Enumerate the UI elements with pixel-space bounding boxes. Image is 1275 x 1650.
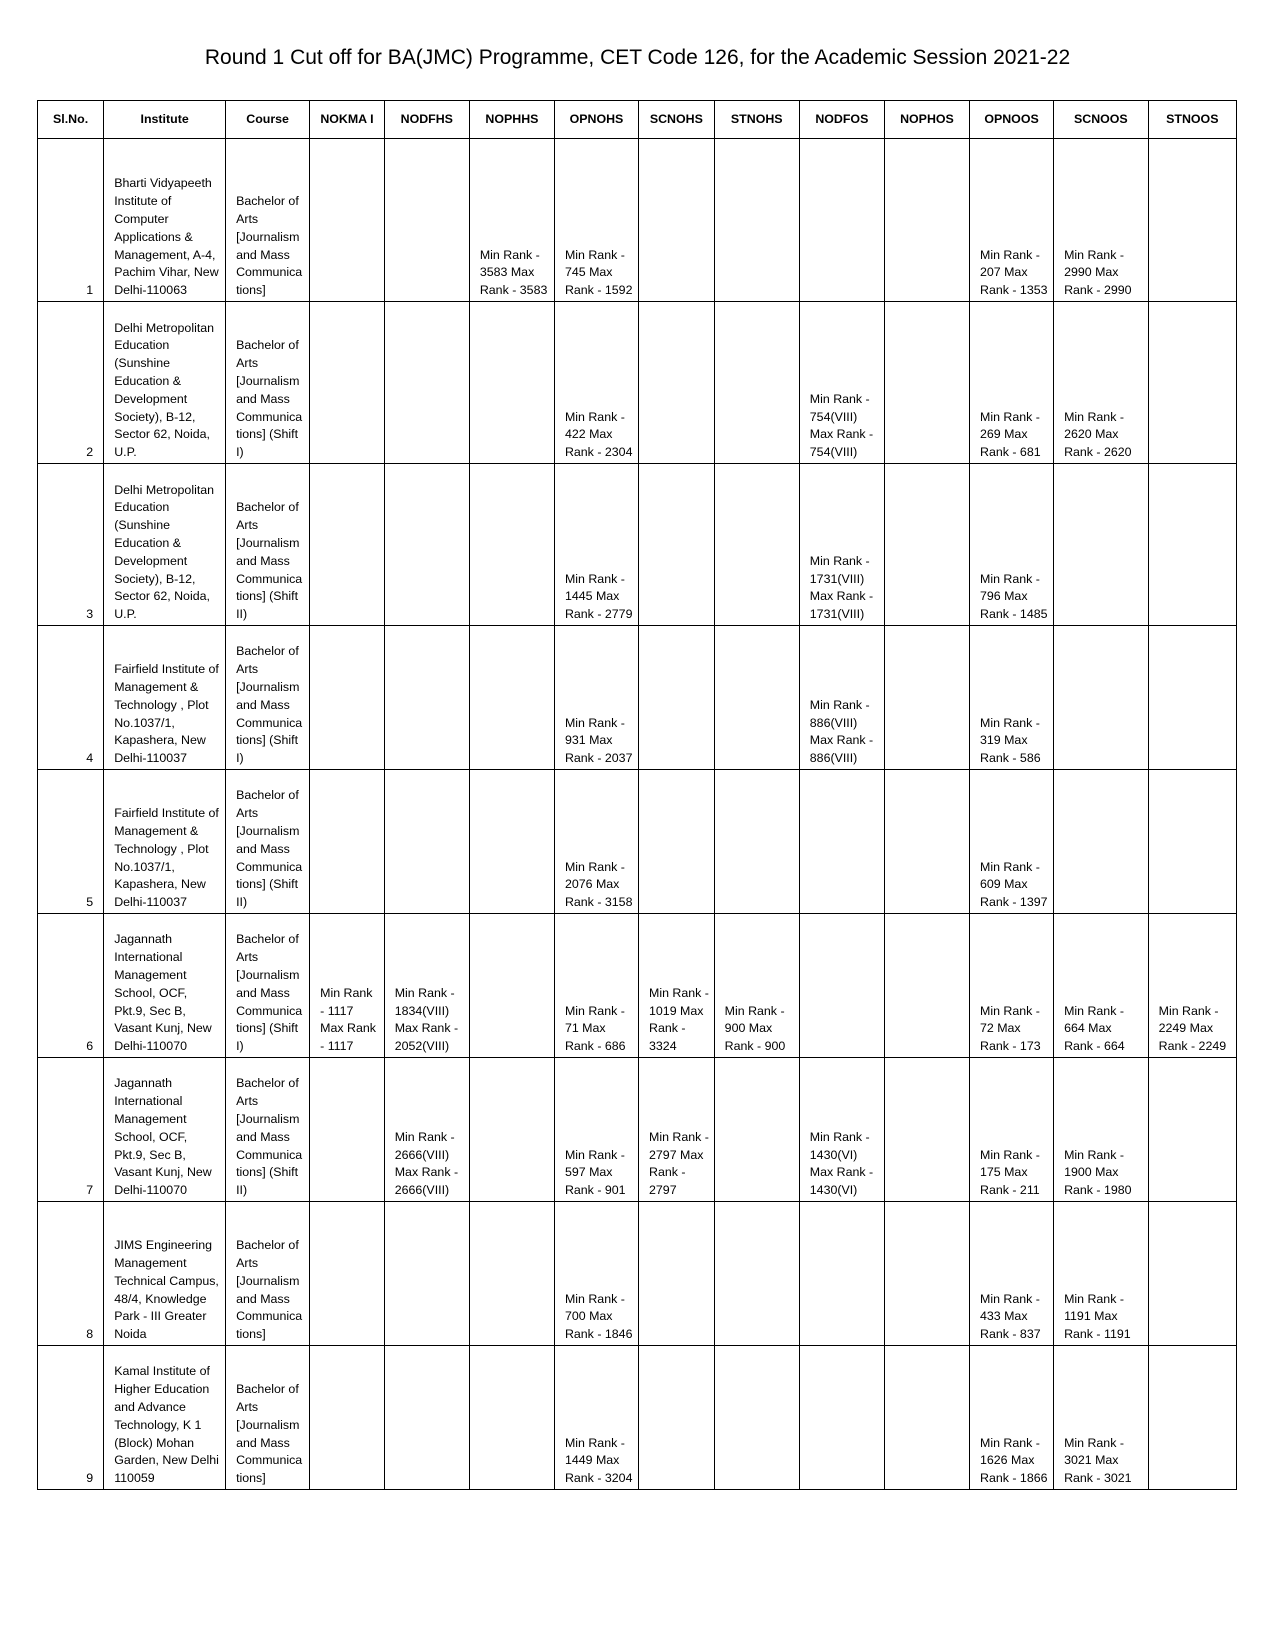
serial-number-cell: 5 (38, 770, 104, 914)
nodfhs-cell (384, 1346, 469, 1490)
opnohs-cell: Min Rank - 1445 Max Rank - 2779 (554, 464, 638, 626)
scnoos-cell (1054, 770, 1149, 914)
scnohs-cell (639, 302, 715, 464)
column-header: SCNOHS (639, 101, 715, 139)
course-cell: Bachelor of Arts [Journalism and Mass Communications] (Shift II) (226, 1058, 310, 1202)
nophhs-cell (469, 770, 554, 914)
nodfhs-cell (384, 626, 469, 770)
stnoos-cell: Min Rank - 2249 Max Rank - 2249 (1148, 914, 1236, 1058)
serial-number-cell: 8 (38, 1202, 104, 1346)
opnoos-cell: Min Rank - 269 Max Rank - 681 (970, 302, 1054, 464)
column-header: NOPHHS (469, 101, 554, 139)
nodfhs-cell: Min Rank - 2666(VIII) Max Rank - 2666(VIII) (384, 1058, 469, 1202)
scnoos-cell: Min Rank - 1191 Max Rank - 1191 (1054, 1202, 1149, 1346)
serial-number-cell: 2 (38, 302, 104, 464)
stnoos-cell (1148, 1058, 1236, 1202)
table-row (38, 1202, 1237, 1346)
opnohs-cell: Min Rank - 422 Max Rank - 2304 (554, 302, 638, 464)
nokmai-cell (310, 139, 385, 302)
scnohs-cell: Min Rank - 1019 Max Rank - 3324 (639, 914, 715, 1058)
nophhs-cell (469, 1346, 554, 1490)
stnohs-cell (714, 139, 799, 302)
opnohs-cell: Min Rank - 597 Max Rank - 901 (554, 1058, 638, 1202)
column-header: OPNOOS (970, 101, 1054, 139)
opnohs-cell: Min Rank - 700 Max Rank - 1846 (554, 1202, 638, 1346)
opnohs-cell: Min Rank - 745 Max Rank - 1592 (554, 139, 638, 302)
nokmai-cell (310, 770, 385, 914)
institute-cell: Delhi Metropolitan Education (Sunshine Education & Development Society), B-12, Sector 62, Noida, U.P. (104, 464, 226, 626)
scnohs-cell: Min Rank - 2797 Max Rank - 2797 (639, 1058, 715, 1202)
nokmai-cell (310, 1346, 385, 1490)
table-row (38, 626, 1237, 770)
column-header: Course (226, 101, 310, 139)
table-row (38, 914, 1237, 1058)
nodfos-cell: Min Rank - 1731(VIII) Max Rank - 1731(VIII) (799, 464, 884, 626)
institute-cell: Fairfield Institute of Management & Technology , Plot No.1037/1, Kapashera, New Delhi-110037 (104, 626, 226, 770)
institute-cell: Fairfield Institute of Management & Technology , Plot No.1037/1, Kapashera, New Delhi-110037 (104, 770, 226, 914)
nophos-cell (884, 914, 969, 1058)
scnohs-cell (639, 139, 715, 302)
column-header: SCNOOS (1054, 101, 1149, 139)
nophos-cell (884, 302, 969, 464)
nophos-cell (884, 139, 969, 302)
nophhs-cell (469, 302, 554, 464)
nophos-cell (884, 1058, 969, 1202)
opnoos-cell: Min Rank - 175 Max Rank - 211 (970, 1058, 1054, 1202)
serial-number-cell: 4 (38, 626, 104, 770)
nodfos-cell (799, 914, 884, 1058)
institute-cell: Kamal Institute of Higher Education and Advance Technology, K 1 (Block) Mohan Garden, New Delhi 110059 (104, 1346, 226, 1490)
nodfhs-cell (384, 464, 469, 626)
stnoos-cell (1148, 626, 1236, 770)
nodfos-cell (799, 1202, 884, 1346)
opnohs-cell: Min Rank - 71 Max Rank - 686 (554, 914, 638, 1058)
nophhs-cell (469, 914, 554, 1058)
stnohs-cell (714, 1058, 799, 1202)
institute-cell: Jagannath International Management School, OCF, Pkt.9, Sec B, Vasant Kunj, New Delhi-110070 (104, 1058, 226, 1202)
header-row (38, 101, 1237, 139)
opnoos-cell: Min Rank - 609 Max Rank - 1397 (970, 770, 1054, 914)
course-cell: Bachelor of Arts [Journalism and Mass Communications] (Shift II) (226, 464, 310, 626)
nodfos-cell: Min Rank - 886(VIII) Max Rank - 886(VIII) (799, 626, 884, 770)
serial-number-cell: 7 (38, 1058, 104, 1202)
nophos-cell (884, 626, 969, 770)
stnohs-cell: Min Rank - 900 Max Rank - 900 (714, 914, 799, 1058)
nodfos-cell (799, 139, 884, 302)
scnohs-cell (639, 464, 715, 626)
scnoos-cell: Min Rank - 664 Max Rank - 664 (1054, 914, 1149, 1058)
column-header: NODFHS (384, 101, 469, 139)
stnohs-cell (714, 1346, 799, 1490)
column-header: NODFOS (799, 101, 884, 139)
scnoos-cell: Min Rank - 2990 Max Rank - 2990 (1054, 139, 1149, 302)
nophhs-cell (469, 1202, 554, 1346)
serial-number-cell: 3 (38, 464, 104, 626)
serial-number-cell: 9 (38, 1346, 104, 1490)
course-cell: Bachelor of Arts [Journalism and Mass Communications] (226, 1202, 310, 1346)
course-cell: Bachelor of Arts [Journalism and Mass Communications] (226, 1346, 310, 1490)
stnohs-cell (714, 770, 799, 914)
institute-cell: JIMS Engineering Management Technical Campus, 48/4, Knowledge Park - III Greater Noida (104, 1202, 226, 1346)
opnoos-cell: Min Rank - 433 Max Rank - 837 (970, 1202, 1054, 1346)
nokmai-cell (310, 1058, 385, 1202)
opnohs-cell: Min Rank - 2076 Max Rank - 3158 (554, 770, 638, 914)
stnohs-cell (714, 302, 799, 464)
serial-number-cell: 1 (38, 139, 104, 302)
nokmai-cell (310, 302, 385, 464)
stnoos-cell (1148, 464, 1236, 626)
institute-cell: Bharti Vidyapeeth Institute of Computer Applications & Management, A-4, Pachim Vihar, New Delhi-110063 (104, 139, 226, 302)
table-row (38, 302, 1237, 464)
nodfhs-cell (384, 302, 469, 464)
nodfhs-cell (384, 139, 469, 302)
opnohs-cell: Min Rank - 931 Max Rank - 2037 (554, 626, 638, 770)
nophhs-cell (469, 464, 554, 626)
serial-number-cell: 6 (38, 914, 104, 1058)
stnoos-cell (1148, 302, 1236, 464)
scnoos-cell (1054, 464, 1149, 626)
stnoos-cell (1148, 770, 1236, 914)
scnoos-cell (1054, 626, 1149, 770)
cutoff-table (37, 100, 1237, 1490)
nodfhs-cell (384, 770, 469, 914)
opnoos-cell: Min Rank - 207 Max Rank - 1353 (970, 139, 1054, 302)
nokmai-cell (310, 464, 385, 626)
nodfos-cell: Min Rank - 754(VIII) Max Rank - 754(VIII) (799, 302, 884, 464)
scnoos-cell: Min Rank - 2620 Max Rank - 2620 (1054, 302, 1149, 464)
opnoos-cell: Min Rank - 319 Max Rank - 586 (970, 626, 1054, 770)
column-header: Sl.No. (38, 101, 104, 139)
column-header: NOPHOS (884, 101, 969, 139)
stnoos-cell (1148, 1202, 1236, 1346)
column-header: OPNOHS (554, 101, 638, 139)
nodfhs-cell: Min Rank - 1834(VIII) Max Rank - 2052(VIII) (384, 914, 469, 1058)
opnohs-cell: Min Rank - 1449 Max Rank - 3204 (554, 1346, 638, 1490)
nophhs-cell (469, 626, 554, 770)
table-row (38, 770, 1237, 914)
scnoos-cell: Min Rank - 1900 Max Rank - 1980 (1054, 1058, 1149, 1202)
nophos-cell (884, 1202, 969, 1346)
institute-cell: Jagannath International Management School, OCF, Pkt.9, Sec B, Vasant Kunj, New Delhi-110070 (104, 914, 226, 1058)
stnohs-cell (714, 626, 799, 770)
course-cell: Bachelor of Arts [Journalism and Mass Communications] (Shift II) (226, 770, 310, 914)
column-header: STNOHS (714, 101, 799, 139)
nophos-cell (884, 770, 969, 914)
nodfos-cell (799, 1346, 884, 1490)
table-row (38, 139, 1237, 302)
nokmai-cell: Min Rank - 1117 Max Rank - 1117 (310, 914, 385, 1058)
scnohs-cell (639, 770, 715, 914)
opnoos-cell: Min Rank - 1626 Max Rank - 1866 (970, 1346, 1054, 1490)
scnohs-cell (639, 1346, 715, 1490)
scnoos-cell: Min Rank - 3021 Max Rank - 3021 (1054, 1346, 1149, 1490)
nophhs-cell: Min Rank - 3583 Max Rank - 3583 (469, 139, 554, 302)
column-header: STNOOS (1148, 101, 1236, 139)
nophos-cell (884, 1346, 969, 1490)
nokmai-cell (310, 626, 385, 770)
opnoos-cell: Min Rank - 72 Max Rank - 173 (970, 914, 1054, 1058)
stnoos-cell (1148, 139, 1236, 302)
stnoos-cell (1148, 1346, 1236, 1490)
opnoos-cell: Min Rank - 796 Max Rank - 1485 (970, 464, 1054, 626)
course-cell: Bachelor of Arts [Journalism and Mass Communications] (Shift I) (226, 302, 310, 464)
table-row (38, 1058, 1237, 1202)
nodfos-cell (799, 770, 884, 914)
stnohs-cell (714, 1202, 799, 1346)
course-cell: Bachelor of Arts [Journalism and Mass Communications] (226, 139, 310, 302)
scnohs-cell (639, 1202, 715, 1346)
course-cell: Bachelor of Arts [Journalism and Mass Communications] (Shift I) (226, 914, 310, 1058)
table-row (38, 1346, 1237, 1490)
institute-cell: Delhi Metropolitan Education (Sunshine Education & Development Society), B-12, Sector 62, Noida, U.P. (104, 302, 226, 464)
column-header: Institute (104, 101, 226, 139)
nophhs-cell (469, 1058, 554, 1202)
nokmai-cell (310, 1202, 385, 1346)
scnohs-cell (639, 626, 715, 770)
course-cell: Bachelor of Arts [Journalism and Mass Communications] (Shift I) (226, 626, 310, 770)
column-header: NOKMA I (310, 101, 385, 139)
nodfhs-cell (384, 1202, 469, 1346)
page-title: Round 1 Cut off for BA(JMC) Programme, CET Code 126, for the Academic Session 2021-22 (204, 46, 1071, 69)
nodfos-cell: Min Rank - 1430(VI) Max Rank - 1430(VI) (799, 1058, 884, 1202)
table-row (38, 464, 1237, 626)
stnohs-cell (714, 464, 799, 626)
nophos-cell (884, 464, 969, 626)
